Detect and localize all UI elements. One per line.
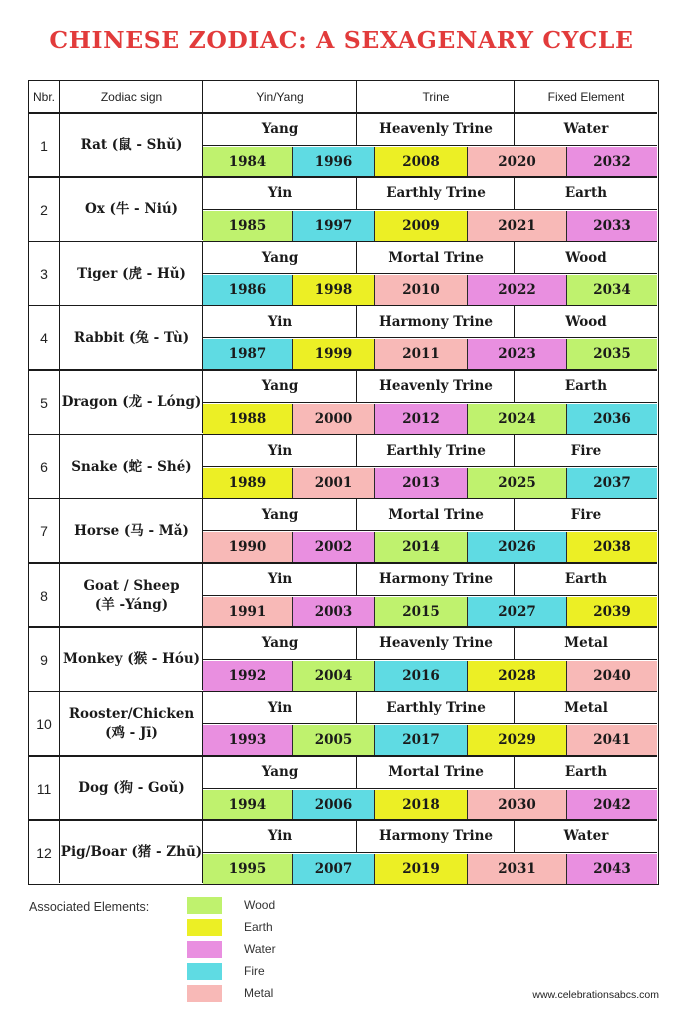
year-divider [203, 402, 657, 403]
year-divider [203, 723, 657, 724]
header-fixed-element: Fixed Element [547, 89, 625, 104]
year-cell: 2037 [567, 468, 657, 498]
fixed-element-cell: Earth [564, 185, 608, 202]
column-divider [356, 499, 357, 530]
year-divider [203, 466, 657, 467]
year-cell: 2007 [293, 854, 375, 884]
yin-yang-cell: Yin [267, 313, 293, 330]
table-row [29, 821, 657, 885]
year-cell: 2036 [567, 404, 657, 434]
zodiac-sign [60, 821, 203, 885]
header-nbr: Nbr. [32, 89, 55, 104]
year-cell: 2033 [567, 211, 657, 241]
column-divider [514, 821, 515, 852]
zodiac-sign-line: Monkey (猴 - Hóu) [62, 651, 201, 668]
yin-yang-cell: Yin [267, 571, 293, 588]
year-divider [203, 788, 657, 789]
legend-text-metal: Metal [244, 986, 274, 1000]
year-divider [203, 852, 657, 853]
year-cell: 2019 [375, 854, 468, 884]
table-row [29, 564, 657, 628]
year-cell: 2008 [375, 147, 468, 177]
year-cell: 1985 [203, 211, 293, 241]
row-number: 7 [40, 523, 48, 540]
year-cell: 2032 [567, 147, 657, 177]
column-divider [514, 371, 515, 402]
row-number: 6 [40, 459, 48, 475]
year-cell: 2026 [468, 532, 567, 562]
row-number: 12 [36, 844, 52, 861]
year-cell: 2006 [293, 790, 375, 820]
row-number: 3 [40, 266, 48, 283]
year-cell: 1989 [203, 468, 293, 498]
website-credit: www.celebrationsabcs.com [532, 989, 659, 1001]
header-trine: Trine [422, 89, 450, 104]
fixed-element-cell: Earth [564, 378, 608, 395]
year-cell: 2010 [375, 275, 468, 305]
fixed-element-cell: Water [563, 828, 609, 845]
zodiac-sign [60, 242, 203, 306]
table-row [29, 499, 657, 563]
year-cell: 2034 [567, 275, 657, 305]
row-number: 11 [36, 780, 52, 797]
year-cell: 2018 [375, 790, 468, 820]
year-cell: 2001 [293, 468, 375, 498]
legend-text-fire: Fire [244, 964, 265, 978]
row-number: 9 [40, 651, 48, 668]
column-divider [356, 371, 357, 402]
year-cell: 2023 [468, 339, 567, 369]
zodiac-sign-line: Horse (马 - Mǎ) [74, 522, 189, 539]
year-cell: 1992 [203, 661, 293, 691]
yin-yang-cell: Yang [261, 378, 299, 395]
column-divider [356, 114, 357, 145]
column-divider [514, 757, 515, 788]
year-divider [203, 659, 657, 660]
column-divider [356, 628, 357, 659]
yin-yang-cell: Yin [267, 699, 293, 716]
column-divider [356, 692, 357, 723]
zodiac-sign [60, 371, 203, 435]
legend-text-earth: Earth [244, 920, 273, 934]
year-divider [203, 273, 657, 274]
column-divider [356, 242, 357, 273]
year-cell: 2009 [375, 211, 468, 241]
year-cell: 2016 [375, 661, 468, 691]
yin-yang-cell: Yang [261, 764, 299, 780]
table-row [29, 371, 657, 435]
year-cell: 2031 [468, 854, 567, 884]
year-cell: 2042 [567, 790, 657, 820]
table-row [29, 757, 657, 821]
fixed-element-cell: Fire [570, 506, 602, 523]
zodiac-sign [60, 564, 203, 628]
yin-yang-cell: Yin [267, 442, 293, 459]
zodiac-sign-line: Rat (鼠 - Shǔ) [80, 137, 183, 153]
zodiac-sign-line: Rooster/Chicken [68, 706, 195, 723]
zodiac-sign-line: Snake (蛇 - Shé) [71, 458, 192, 475]
column-divider [356, 81, 357, 112]
year-cell: 1998 [293, 275, 375, 305]
year-divider [203, 530, 657, 531]
fixed-element-cell: Earth [564, 764, 608, 780]
table-row [29, 692, 657, 756]
row-number: 1 [40, 137, 48, 154]
column-divider [514, 628, 515, 659]
zodiac-sign-line: Pig/Boar (猪 - Zhū) [60, 844, 203, 861]
row-number: 10 [36, 716, 52, 733]
year-cell: 1984 [203, 147, 293, 177]
legend-text-water: Water [244, 942, 276, 956]
fixed-element-cell: Wood [565, 249, 607, 266]
trine-cell: Harmony Trine [379, 313, 493, 330]
year-cell: 1996 [293, 147, 375, 177]
table-row [29, 114, 657, 178]
trine-cell: Heavenly Trine [379, 378, 493, 395]
zodiac-sign-line: Tiger (虎 - Hǔ) [77, 265, 186, 282]
table-row [29, 306, 657, 370]
fixed-element-cell: Metal [564, 699, 608, 716]
zodiac-sign [60, 499, 203, 563]
table-row [29, 628, 657, 692]
column-divider [356, 564, 357, 595]
zodiac-sign-line: (鸡 - Jī) [105, 725, 158, 742]
column-divider [514, 306, 515, 337]
year-cell: 2028 [468, 661, 567, 691]
table-row [29, 242, 657, 306]
zodiac-sign-line: Goat / Sheep [83, 577, 180, 594]
year-cell: 1997 [293, 211, 375, 241]
zodiac-sign-line: Rabbit (兔 - Tù) [73, 329, 190, 346]
column-divider [514, 435, 515, 466]
zodiac-sign [60, 757, 203, 821]
year-cell: 1990 [203, 532, 293, 562]
year-cell: 1994 [203, 790, 293, 820]
year-cell: 1993 [203, 725, 293, 755]
column-divider [356, 435, 357, 466]
zodiac-sign-line: Ox (牛 - Niú) [84, 201, 179, 218]
year-cell: 1986 [203, 275, 293, 305]
zodiac-sign [60, 178, 203, 242]
trine-cell: Earthly Trine [386, 699, 486, 716]
fixed-element-cell: Fire [570, 442, 602, 459]
zodiac-sign-line: Dragon (龙 - Lóng) [61, 394, 202, 411]
year-cell: 2024 [468, 404, 567, 434]
year-cell: 2002 [293, 532, 375, 562]
year-cell: 1987 [203, 339, 293, 369]
year-divider [203, 337, 657, 338]
yin-yang-cell: Yin [267, 828, 293, 845]
legend-swatch-earth [187, 919, 222, 936]
trine-cell: Mortal Trine [388, 506, 484, 523]
year-cell: 1991 [203, 597, 293, 627]
year-cell: 2040 [567, 661, 657, 691]
yin-yang-cell: Yang [261, 635, 299, 652]
legend-label: Associated Elements: [29, 900, 150, 914]
header-zodiac-sign: Zodiac sign [100, 89, 163, 104]
trine-cell: Heavenly Trine [379, 121, 493, 137]
page-title: CHINESE ZODIAC: A SEXAGENARY CYCLE [49, 26, 634, 54]
legend-text-wood: Wood [244, 898, 276, 912]
zodiac-sign-line: Dog (狗 - Goǔ) [78, 780, 185, 796]
column-divider [514, 242, 515, 273]
year-cell: 2043 [567, 854, 657, 884]
year-cell: 2021 [468, 211, 567, 241]
year-cell: 2013 [375, 468, 468, 498]
year-cell: 2038 [567, 532, 657, 562]
trine-cell: Mortal Trine [388, 764, 484, 780]
zodiac-sign [60, 628, 203, 692]
row-number: 2 [40, 201, 48, 218]
year-cell: 2014 [375, 532, 468, 562]
zodiac-sign [60, 692, 203, 756]
year-cell: 2035 [567, 339, 657, 369]
column-divider [514, 81, 515, 112]
year-cell: 2005 [293, 725, 375, 755]
year-cell: 2015 [375, 597, 468, 627]
header-yin-yang: Yin/Yang [256, 89, 304, 104]
trine-cell: Mortal Trine [388, 249, 484, 266]
year-cell: 2041 [567, 725, 657, 755]
year-cell: 2025 [468, 468, 567, 498]
year-cell: 2029 [468, 725, 567, 755]
fixed-element-cell: Earth [564, 571, 608, 588]
row-number: 5 [40, 394, 48, 411]
column-divider [514, 114, 515, 145]
year-cell: 2003 [293, 597, 375, 627]
trine-cell: Heavenly Trine [379, 635, 493, 652]
yin-yang-cell: Yang [261, 121, 299, 137]
year-cell: 2011 [375, 339, 468, 369]
year-cell: 2027 [468, 597, 567, 627]
yin-yang-cell: Yang [261, 249, 299, 266]
year-divider [203, 145, 657, 146]
year-cell: 2012 [375, 404, 468, 434]
column-divider [356, 757, 357, 788]
zodiac-sign [60, 114, 203, 178]
table-row [29, 435, 657, 499]
year-cell: 2004 [293, 661, 375, 691]
year-cell: 1995 [203, 854, 293, 884]
column-divider [202, 81, 203, 112]
column-divider [514, 178, 515, 209]
column-divider [356, 178, 357, 209]
legend-swatch-fire [187, 963, 222, 980]
column-divider [514, 692, 515, 723]
column-divider [514, 564, 515, 595]
fixed-element-cell: Wood [565, 313, 607, 330]
yin-yang-cell: Yin [267, 185, 293, 202]
table-row [29, 178, 657, 242]
column-divider [356, 306, 357, 337]
row-number: 4 [40, 330, 48, 347]
zodiac-sign [60, 306, 203, 370]
zodiac-sign [60, 435, 203, 499]
zodiac-sign-line: (羊 -Yáng) [94, 596, 169, 613]
legend-swatch-water [187, 941, 222, 958]
year-cell: 1999 [293, 339, 375, 369]
trine-cell: Earthly Trine [386, 185, 486, 202]
year-cell: 2022 [468, 275, 567, 305]
fixed-element-cell: Metal [564, 635, 608, 652]
year-cell: 2020 [468, 147, 567, 177]
trine-cell: Earthly Trine [386, 442, 486, 459]
zodiac-table [28, 80, 659, 885]
year-divider [203, 595, 657, 596]
legend-swatch-metal [187, 985, 222, 1002]
year-divider [203, 209, 657, 210]
fixed-element-cell: Water [563, 121, 609, 137]
column-divider [514, 499, 515, 530]
year-cell: 2000 [293, 404, 375, 434]
year-cell: 1988 [203, 404, 293, 434]
trine-cell: Harmony Trine [379, 828, 493, 845]
trine-cell: Harmony Trine [379, 571, 493, 588]
year-cell: 2039 [567, 597, 657, 627]
year-cell: 2030 [468, 790, 567, 820]
column-divider [356, 821, 357, 852]
row-number: 8 [40, 587, 48, 604]
legend-swatch-wood [187, 897, 222, 914]
year-cell: 2017 [375, 725, 468, 755]
yin-yang-cell: Yang [261, 506, 299, 523]
